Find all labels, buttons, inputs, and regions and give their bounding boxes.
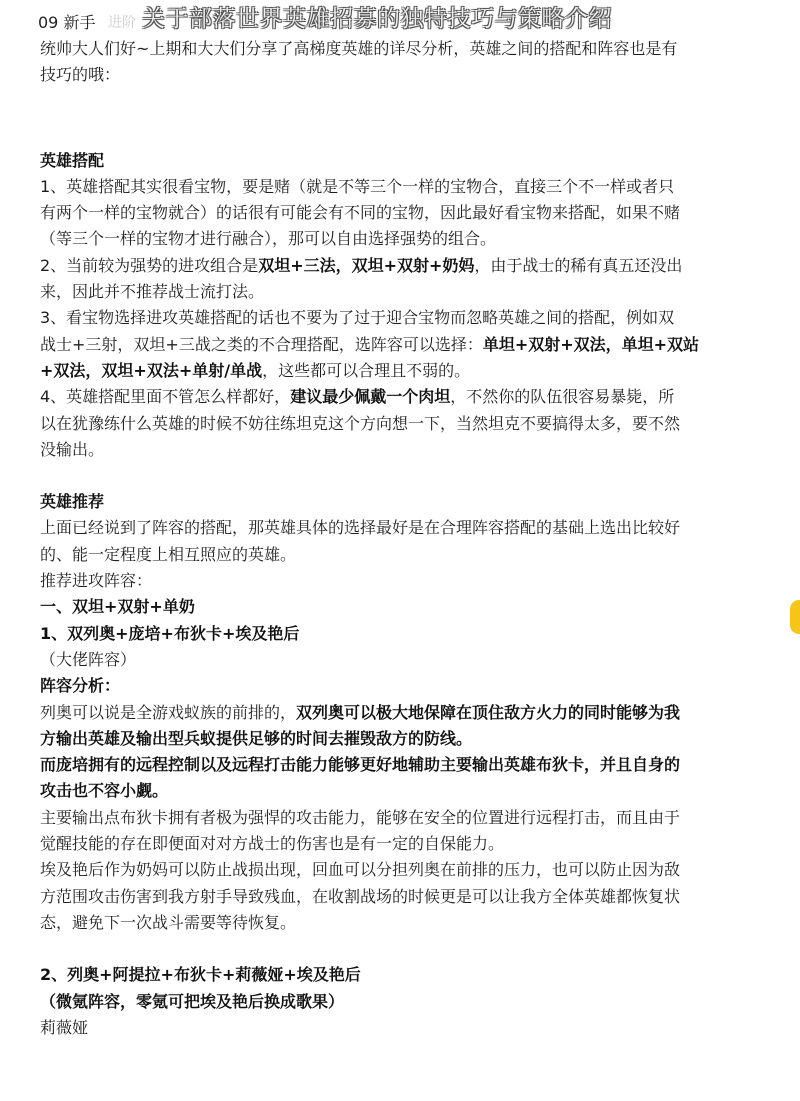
overlay-title: 关于部落世界英雄招募的独特技巧与策略介绍 [142, 6, 612, 32]
intro-line: 技巧的哦： [40, 65, 121, 85]
paragraph-line: 的、能一定程度上相互照应的英雄。 [40, 544, 297, 564]
combo-heading: 一、双坦+双射+单奶 [40, 597, 195, 617]
section-heading-hero-recommend: 英雄推荐 [40, 492, 105, 512]
paragraph-line: 而庞培拥有的远程控制以及远程打击能力能够更好地辅助主要输出英雄布狄卡，并且自身的 [40, 755, 681, 775]
text-run: 4、英雄搭配里面不管怎么样都好， [40, 387, 291, 407]
paragraph-line [40, 700, 788, 726]
lineup-heading: 2、列奥+阿提拉+布狄卡+莉薇娅+埃及艳后 [40, 965, 361, 985]
floating-edge-tab[interactable] [790, 600, 800, 634]
paragraph-line [40, 253, 788, 279]
text-run: ，不然你的队伍很容易暴毙，所 [450, 387, 675, 407]
lineup-heading: 1、双列奥+庞培+布狄卡+埃及艳后 [40, 623, 300, 643]
lineup-note: （微氪阵容，零氪可把埃及艳后换成歌果） [40, 991, 345, 1011]
paragraph-line [40, 358, 788, 384]
text-run: 战士+三射，双坦+三战之类的不合理搭配，选阵容可以选择： [40, 334, 483, 354]
page-prefix: 09 新手 [38, 13, 96, 32]
text-run: 2、当前较为强势的进攻组合是 [40, 255, 259, 275]
intro-line: 统帅大人们好~上期和大大们分享了高梯度英雄的详尽分析，英雄之间的搭配和阵容也是有 [40, 39, 678, 58]
paragraph-line: 1、英雄搭配其实很看宝物，要是赌（就是不等三个一样的宝物合，直接三个不一样或者只 [40, 176, 675, 196]
bold-text-run: 建议最少佩戴一个肉坦 [290, 387, 451, 407]
paragraph-line: 攻击也不容小觑。 [40, 781, 169, 801]
lineup-note: （大佬阵容） [40, 649, 137, 669]
analysis-label: 阵容分析： [40, 676, 121, 696]
paragraph-line: 3、看宝物选择进攻英雄搭配的话也不要为了过于迎合宝物而忽略英雄之间的搭配，例如双 [40, 308, 675, 328]
paragraph-line: 莉薇娅 [40, 1017, 89, 1037]
paragraph-line: 来，因此并不推荐战士流打法。 [40, 282, 265, 302]
paragraph-line: 觉醒技能的存在即便面对对方战士的伤害也是有一定的自保能力。 [40, 834, 505, 854]
bold-text-run: 双列奥可以极大地保障在顶住敌方火力的同时能够为我 [296, 702, 681, 722]
section-heading-hero-pairing: 英雄搭配 [40, 150, 105, 170]
paragraph-line: （等三个一样的宝物才进行融合），那可以自由选择强势的组合。 [40, 229, 497, 249]
paragraph-line: 埃及艳后作为奶妈可以防止战损出现，回血可以分担列奥在前排的压力，也可以防止因为敌 [40, 860, 681, 880]
paragraph-line: 方范围攻击伤害到我方射手导致残血，在收割战场的时候更是可以让我方全体英雄都恢复状 [40, 886, 681, 906]
bold-text-run: 单坦+双射+双法，单坦+双站 [482, 334, 700, 354]
paragraph-line [40, 384, 788, 410]
text-run: ，这些都可以合理且不弱的。 [262, 360, 471, 380]
paragraph-line [40, 332, 788, 358]
text-run: 列奥可以说是全游戏蚁族的前排的， [40, 702, 297, 722]
paragraph-line: 有两个一样的宝物就合）的话很有可能会有不同的宝物，因此最好看宝物来搭配，如果不赌 [40, 203, 681, 223]
paragraph-line: 没输出。 [40, 439, 105, 459]
paragraph-line: 态，避免下一次战斗需要等待恢复。 [40, 912, 297, 932]
article-body [40, 36, 788, 1041]
paragraph-line: 上面已经说到了阵容的搭配，那英雄具体的选择最好是在合理阵容搭配的基础上选出比较好 [40, 518, 681, 538]
paragraph-line: 以在犹豫练什么英雄的时候不妨往练坦克这个方向想一下，当然坦克不要搞得太多，要不然 [40, 413, 681, 433]
paragraph-line: 推荐进攻阵容： [40, 571, 153, 591]
faded-nav-text: 进阶 [108, 15, 136, 31]
bold-text-run: 双坦+三法，双坦+双射+奶妈 [258, 255, 475, 275]
bold-text-run: +双法，双坦+双法+单射/单战 [40, 360, 263, 380]
paragraph-line: 方输出英雄及输出型兵蚁提供足够的时间去摧毁敌方的防线。 [40, 728, 473, 748]
text-run: ，由于战士的稀有真五还没出 [474, 255, 683, 275]
paragraph-line: 主要输出点布狄卡拥有者极为强悍的攻击能力，能够在安全的位置进行远程打击，而且由于 [40, 807, 681, 827]
